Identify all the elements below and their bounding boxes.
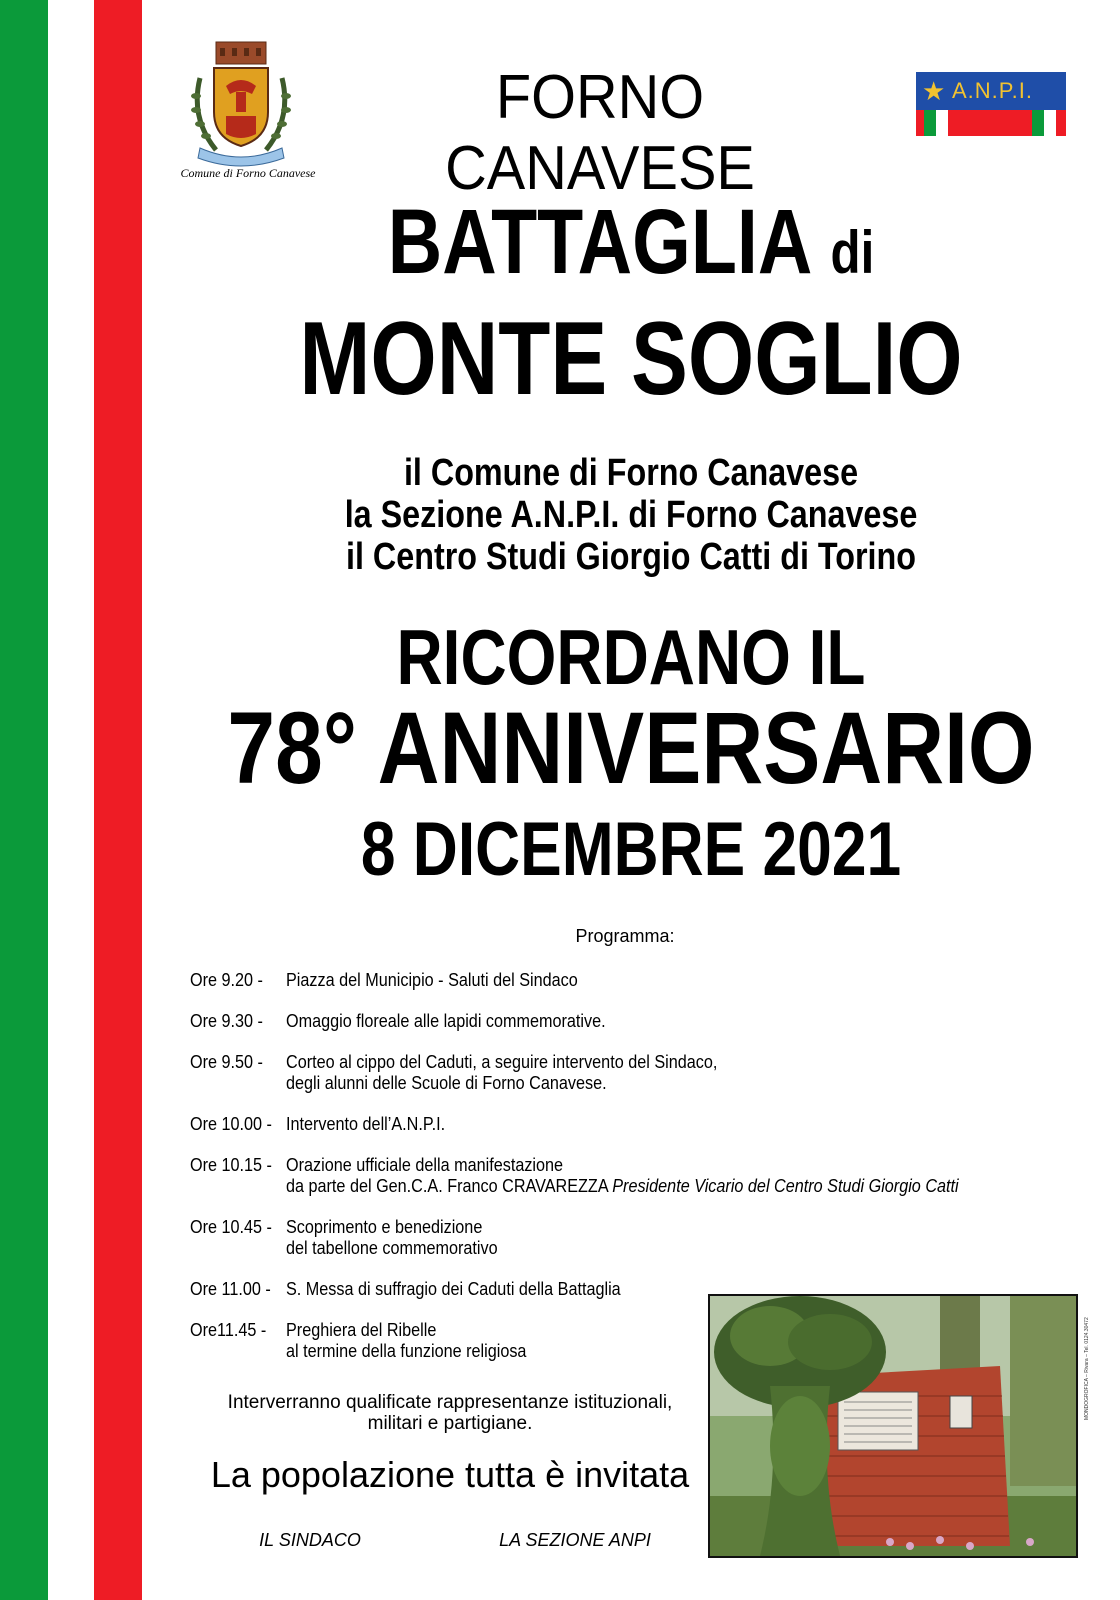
program-item: [190, 1011, 1050, 1032]
program-time: Ore 9.30 -: [190, 1011, 263, 1031]
program-text-continued: al termine della funzione religiosa: [286, 1341, 527, 1361]
program-text-block: [286, 1155, 974, 1197]
program-text: Orazione ufficiale della manifestazione: [286, 1155, 564, 1175]
program-item: [190, 1052, 1050, 1094]
program-item: [190, 970, 1050, 991]
program-item: [190, 1217, 1050, 1259]
memorial-illustration: [710, 1296, 1078, 1558]
signature-anpi-section: LA SEZIONE ANPI: [499, 1530, 651, 1550]
flag-stripe-red: [94, 0, 142, 1600]
program-text: S. Messa di suffragio dei Caduti della Battaglia: [286, 1279, 621, 1299]
flag-stripe-green: [0, 0, 48, 1600]
participation-note: [190, 1392, 710, 1434]
program-time: Ore 9.20 -: [190, 970, 263, 990]
program-item: [190, 1155, 1050, 1197]
municipal-crest-icon: [186, 38, 296, 168]
participation-note-line1: Interverranno qualificate rappresentanze istituzionali,: [227, 1392, 673, 1413]
organizer-line: il Comune di Forno Canavese: [403, 452, 859, 494]
program-text: Piazza del Municipio - Saluti del Sindaco: [286, 970, 578, 990]
participation-note-line2: militari e partigiane.: [367, 1413, 533, 1434]
program-text-italic: Presidente Vicario del Centro Studi Giorgio Catti: [612, 1176, 959, 1196]
signature-mayor: IL SINDACO: [259, 1530, 361, 1550]
event-title-di: di: [830, 219, 875, 286]
program-text: Preghiera del Ribelle: [286, 1320, 437, 1340]
printer-credit: MONDOGROFICA – Rivara – Tel. 0124.30472: [1084, 1317, 1090, 1420]
event-title-line2: MONTE SOGLIO: [299, 301, 963, 417]
program-time: Ore 9.50 -: [190, 1052, 263, 1072]
anpi-logo-flag-stripes: [916, 110, 1066, 136]
program-text-continued: da parte del Gen.C.A. Franco CRAVAREZZA: [286, 1176, 608, 1196]
program-time: Ore 11.00 -: [190, 1279, 271, 1299]
anpi-logo-text: A.N.P.I.: [952, 78, 1033, 103]
flag-stripe-white: [48, 0, 94, 1600]
anpi-logo: [916, 72, 1066, 136]
town-title: FORNO CANAVESE: [445, 63, 755, 203]
program-text: Omaggio floreale alle lapidi commemorative.: [286, 1011, 606, 1031]
crest-caption: Comune di Forno Canavese: [180, 166, 316, 180]
anniversary-heading: 78° ANNIVERSARIO: [227, 691, 1035, 805]
event-title-main: BATTAGLIA: [387, 191, 810, 293]
program-title: Programma:: [575, 926, 675, 946]
program-time: Ore 10.00 -: [190, 1114, 272, 1134]
commemoration-line1: RICORDANO IL: [396, 613, 866, 701]
organizer-line: la Sezione A.N.P.I. di Forno Canavese: [344, 494, 918, 536]
program-item: [190, 1114, 1050, 1135]
program-text-continued: del tabellone commemorativo: [286, 1238, 498, 1258]
anpi-logo-band: [916, 72, 1066, 110]
program-time: Ore 10.15 -: [190, 1155, 272, 1175]
program-text: Intervento dell’A.N.P.I.: [286, 1114, 446, 1134]
organizer-line: il Centro Studi Giorgio Catti di Torino: [345, 536, 916, 578]
program-time: Ore11.45 -: [190, 1320, 267, 1340]
program-text-block: [286, 1052, 974, 1094]
program-text: Corteo al cippo del Caduti, a seguire intervento del Sindaco,: [286, 1052, 718, 1072]
event-title-line1: [230, 190, 1032, 295]
program-time: Ore 10.45 -: [190, 1217, 272, 1237]
event-date: 8 DICEMBRE 2021: [360, 807, 902, 892]
program-text: Scoprimento e benedizione: [286, 1217, 483, 1237]
memorial-photo: [708, 1294, 1078, 1558]
program-text-continued: degli alunni delle Scuole di Forno Canavese.: [286, 1073, 607, 1093]
star-icon: ★: [922, 76, 946, 106]
program-text-block: [286, 1217, 974, 1259]
invitation-text: La popolazione tutta è invitata: [210, 1454, 690, 1495]
